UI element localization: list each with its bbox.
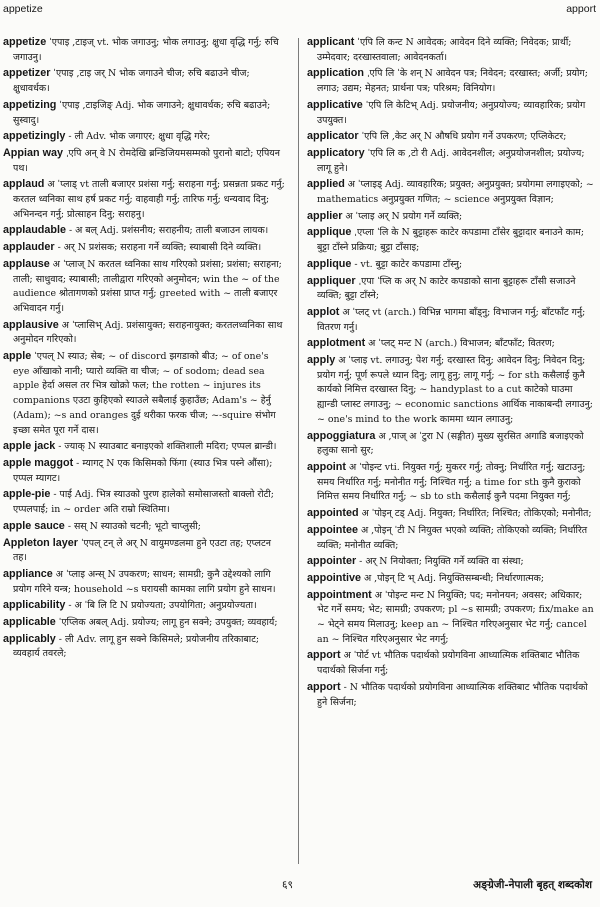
entry-apport-noun bbox=[307, 680, 595, 710]
definition: अ ˈपोइन्ट मन्ट N नियुक्ति; पद; मनोनयन; अवसर; अधिकार; भेट गर्ने समय; भेट; सामग्री; उपकरण; pl ~s सामग्री; उपकरण; fix/make an ~ भेट्ने समय मिलाउनु; keep an ~ निश्चित गरिएअनुसार भेट गर्नु; cancel an ~ निश्चित गरिएअनुसार भेट नगर्नु; bbox=[317, 589, 594, 645]
headword: appetizingly bbox=[3, 130, 66, 143]
headword: applicable bbox=[3, 616, 56, 629]
headword: application bbox=[307, 67, 364, 80]
headword: applicably bbox=[3, 632, 56, 645]
headword: applausive bbox=[3, 318, 59, 331]
definition: ˈएपाइ ,टाइज् vt. भोक जगाउनु; भोक लगाउनु; क्षुधा वृद्धि गर्नु; रुचि जगाउनु। bbox=[13, 37, 279, 63]
entry-applicative bbox=[307, 98, 595, 128]
headword: applicator bbox=[307, 130, 359, 143]
entry-applicable bbox=[3, 615, 287, 631]
entry-appointive bbox=[307, 571, 595, 587]
headword: appliquer bbox=[307, 274, 356, 287]
definition: ˈएपल् टन् ले अर् N वायुमण्डलमा हुने एउटा तह; एप्लटन तह। bbox=[13, 537, 271, 564]
definition: - म्यागट् N एक किसिमको फिंगा (स्याउ भित्र पस्ने औंसा); एप्पल म्यागट। bbox=[13, 457, 273, 484]
headword: appointment bbox=[307, 588, 372, 601]
entry-appetizingly bbox=[3, 129, 287, 145]
entry-appian-way bbox=[3, 146, 287, 176]
definition: - अ बल् Adj. प्रशंसनीय; सराहनीय; ताली बजाउन लायक। bbox=[68, 225, 269, 237]
column-divider bbox=[298, 38, 299, 864]
entry-appointed bbox=[307, 506, 595, 522]
entry-applaud bbox=[3, 177, 287, 222]
headword: appointee bbox=[307, 523, 358, 536]
entry-apply bbox=[307, 353, 595, 428]
definition: अ ˈप्लाज् N करतल ध्वनिका साथ गरिएको प्रशंसा; प्रशंसा; सराहना; ताली; साधुवाद; स्याबासी; तालीद्वारा गरिएको अनुमोदन; win the ~ of the audience श्रोतागणको प्रशंसा प्राप्त गर्नु; greeted with ~ ताली बजाएर अभिवादन गर्नु। bbox=[13, 258, 282, 314]
page-number: ६९ bbox=[282, 879, 293, 891]
definition: अ ˈप्लाइड् Adj. व्यावहारिक; प्रयुक्त; अनुप्रयुक्त; प्रयोगमा लगाइएको; ~ mathematics अनुप्रयुक्त गणित; ~ science अनुप्रयुक्त विज्ञान; bbox=[317, 179, 594, 206]
headword: applause bbox=[3, 257, 50, 270]
headword: appliance bbox=[3, 567, 53, 580]
headword: applaud bbox=[3, 178, 45, 191]
definition: अ ˈप्लाइ अन्स् N उपकरण; साधन; सामग्री; कुनै उद्देश्यको लागि प्रयोग गरिने यन्त्र; household ~s घरायसी कामका लागि प्रयोग हुने साधन। bbox=[13, 568, 276, 595]
book-title: अङ्ग्रेजी-नेपाली बृहत् शब्दकोश bbox=[473, 879, 592, 891]
headword: applicative bbox=[307, 98, 363, 111]
definition: ˈएपल् N स्याउ; सेब; ~ of discord झगडाको बीउ; ~ of one's eye आँखाको नानी; प्यारो व्यक्ति वा चीज; ~ of sodom; dead sea apple हेर्दा असल तर भित्र खोक्रो फल; the rotten ~ injures its companions एउटा कुहिएको स्याउले सबैलाई कुहाउँछ; Adam's ~ हेर्नु (Adam); ~s and oranges दुई थरीका फरक चीज; ~-squire संभोग इच्छा समेत पूरा गर्ने दास। bbox=[13, 351, 276, 436]
headword: apple-pie bbox=[3, 488, 51, 501]
definition: ˌएपा ˈप्लि क अर् N काटेर कपडाको साना बुट्टाहरू टाँसी सजाउने व्यक्ति; बुट्टा टाँस्ने; bbox=[317, 275, 576, 302]
definition: ˈएपि लि ,केट अर् N औषधि प्रयोग गर्ने उपकरण; एप्लिकेटर; bbox=[361, 131, 567, 143]
entry-applot bbox=[307, 305, 595, 335]
headword: applaudable bbox=[3, 224, 66, 237]
headword: applicatory bbox=[307, 146, 365, 159]
headword: applique bbox=[307, 257, 352, 270]
entry-appointer bbox=[307, 554, 595, 570]
definition: - अर् N नियोक्ता; नियुक्ति गर्ने व्यक्ति वा संस्था; bbox=[359, 556, 524, 568]
definition: ˌएपि लि ˈके शन् N आवेदन पत्र; निवेदन; दरखास्त; अर्जी; प्रयोग; लगाउ; उद्यम; मेहनत; प्रार्थना पत्र; परिश्रम; विनियोग। bbox=[317, 68, 588, 95]
definition: ˈएपि लि कन्ट N आवेदक; आवेदन दिने व्यक्ति; निवेदक; प्रार्थी; उम्मेदवार; दरखास्तवाला; आवेदनकर्ता। bbox=[317, 37, 572, 63]
entry-apport-verb bbox=[307, 648, 595, 678]
headword: applique bbox=[307, 226, 352, 239]
headword: appetizing bbox=[3, 98, 57, 111]
entry-appointment bbox=[307, 588, 595, 648]
entry-applause bbox=[3, 257, 287, 317]
definition: अ ˈप्लट् vt (arch.) विभिन्न भागमा बाँड्नु; विभाजन गर्नु; बाँटफाँट गर्नु; वितरण गर्नु। bbox=[317, 306, 586, 333]
entry-appoint bbox=[307, 460, 595, 505]
definition: अ ˈप्लासिभ् Adj. प्रशंसायुक्त; सराहनायुक्त; करतलध्वनिका साथ अनुमोदन गरिएको। bbox=[13, 319, 283, 346]
entry-apple-pie bbox=[3, 487, 287, 517]
entry-applauder bbox=[3, 240, 287, 256]
headword: appetize bbox=[3, 36, 47, 48]
headword: apple sauce bbox=[3, 519, 65, 532]
definition: ˈएपाइ ,टाइ जर् N भोक जगाउने चीज; रुचि बढाउने चीज; क्षुधावर्धक। bbox=[13, 68, 250, 95]
entry-applique-noun bbox=[307, 225, 595, 255]
entry-applaudable bbox=[3, 223, 287, 239]
definition: - N भौतिक पदार्थको प्रयोगविना आध्यात्मिक शक्तिबाट भौतिक पदार्थको हुने सिर्जना; bbox=[317, 681, 588, 708]
headword: applotment bbox=[307, 337, 366, 350]
entry-applicatory bbox=[307, 146, 595, 176]
entry-appointee bbox=[307, 523, 595, 553]
headword: applot bbox=[307, 305, 340, 318]
entry-applicability bbox=[3, 598, 287, 614]
definition: अ ,पाज् अ ˈटुरा N (सङ्गीत) मुख्य सुरसित अगाडि बजाइएको हलुका सानो सुर; bbox=[317, 430, 584, 457]
headword: appoint bbox=[307, 460, 346, 473]
headword: applier bbox=[307, 209, 343, 222]
definition: अ ˈप्लाड् vt ताली बजाएर प्रशंसा गर्नु; सराहना गर्नु; प्रसन्नता प्रकट गर्नु; करतल ध्वनिका साथ हर्ष प्रकट गर्नु; वाहवाही गर्नु; तारिफ गर्नु; धन्यवाद दिनु; अभिनन्दन गर्नु; प्रोत्साहन दिनु; सराहनु। bbox=[13, 179, 285, 220]
definition: - vt. बुट्टा काटेर कपडामा टाँस्नु; bbox=[354, 258, 463, 270]
entry-apple-sauce bbox=[3, 519, 287, 535]
definition: - अर् N प्रशंसक; सराहना गर्ने व्यक्ति; स्याबासी दिने व्यक्ति। bbox=[57, 242, 262, 254]
headword: appoggiatura bbox=[307, 429, 376, 442]
entry-appoggiatura bbox=[307, 429, 595, 459]
left-guide-word: appetize bbox=[3, 3, 43, 15]
definition: - सस् N स्याउको चटनी; भूटो चाप्लुसी; bbox=[67, 520, 201, 532]
entry-applotment bbox=[307, 336, 595, 352]
entry-applausive bbox=[3, 318, 287, 348]
entry-appetize bbox=[3, 35, 287, 65]
definition: ˌएपि अन् वे N रोमदेखि ब्रन्डिजियमसम्मको पुरानो बाटो; एपियन पथ। bbox=[13, 147, 280, 174]
entry-appleton-layer bbox=[3, 536, 287, 566]
entry-applier bbox=[307, 209, 595, 225]
entry-apple bbox=[3, 349, 287, 438]
definition: - पाई Adj. भित्र स्याउको पुरण हालेको समोसाजस्तो बाक्लो रोटी; एप्पलपाई; in ~ order अति राम्रो स्थितिमा। bbox=[13, 489, 274, 516]
entry-applicator bbox=[307, 129, 595, 145]
entry-applicant bbox=[307, 35, 595, 65]
headword: apple jack bbox=[3, 440, 56, 453]
definition: अ ˈपोइन् टड् Adj. नियुक्त; निर्धारित; निश्चित; तोकिएको; मनोनीत; bbox=[361, 508, 592, 520]
headword: appointer bbox=[307, 555, 357, 568]
entry-appliance bbox=[3, 567, 287, 597]
headword: applicability bbox=[3, 599, 66, 612]
entry-apple-jack bbox=[3, 439, 287, 455]
entry-appetizer bbox=[3, 66, 287, 96]
definition: अ ,पोइन् ˈटी N नियुक्त भएको व्यक्ति; तोकिएको व्यक्ति; निर्धारित व्यक्ति; मनोनीत व्यक्ति; bbox=[317, 524, 588, 551]
headword: apport bbox=[307, 649, 341, 662]
headword: appointed bbox=[307, 507, 359, 520]
headword: appetizer bbox=[3, 67, 51, 80]
definition: अ ,पोइन् टि भ् Adj. नियुक्तिसम्बन्धी; निर्धारणात्मक; bbox=[363, 572, 544, 584]
entry-applique-verb bbox=[307, 257, 595, 273]
headword: apply bbox=[307, 354, 336, 367]
headword: apple maggot bbox=[3, 456, 74, 469]
headword: apport bbox=[307, 680, 341, 693]
entry-applied bbox=[307, 177, 595, 207]
definition: - अ ˈबि लि टि N प्रयोज्यता; उपयोगिता; अनुप्रयोज्यता। bbox=[68, 600, 257, 612]
definition: अ ˈप्लाइ अर् N प्रयोग गर्ने व्यक्ति; bbox=[345, 210, 463, 222]
definition: ˈएप्लिक अबल् Adj. प्रयोज्य; लागू हुन सक्ने; उपयुक्त; व्यवहार्य; bbox=[58, 617, 278, 629]
right-column bbox=[307, 35, 595, 870]
definition: - ज्याक् N स्याउबाट बनाइएको शक्तिशाली मदिरा; एप्पल ब्रान्डी। bbox=[58, 441, 277, 453]
entry-appetizing bbox=[3, 98, 287, 128]
definition: - ली Adv. लागू हुन सक्ने किसिमले; प्रयोजनीय तरिकाबाट; व्यवहार्य तवरले; bbox=[13, 633, 260, 660]
entry-apple-maggot bbox=[3, 456, 287, 486]
definition: ˌएप्ला ˈलि के N बुट्टाहरू काटेर कपडामा टाँसेर बुट्टादार बनाउने काम; बुट्टा टाँस्ने प्रक्रिया; बुट्टा टाँसाइ; bbox=[317, 227, 585, 254]
entry-appliquer bbox=[307, 274, 595, 304]
entry-application bbox=[307, 66, 595, 96]
definition: ˈएपि लि क ,टो री Adj. आवेदनशील; अनुप्रयोजनशील; प्रयोज्य; लागू हुने। bbox=[317, 147, 585, 174]
definition: अ ˈपोर्ट vt भौतिक पदार्थको प्रयोगविना आध्यात्मिक शक्तिबाट भौतिक पदार्थको सिर्जना गर्नु; bbox=[317, 650, 580, 677]
headword: Appian way bbox=[3, 146, 63, 159]
headword: applicant bbox=[307, 36, 355, 48]
headword: appointive bbox=[307, 571, 361, 584]
definition: अ ˈप्लट् मन्ट N (arch.) विभाजन; बाँटफाँट; वितरण; bbox=[368, 338, 555, 350]
definition: ˈएपाइ ,टाइजिङ् Adj. भोक जगाउने; क्षुधावर्धक; रुचि बढाउने; सुस्वादु। bbox=[13, 99, 271, 126]
headword: applauder bbox=[3, 241, 55, 254]
definition: अ ˈप्लाइ vt. लगाउनु; पेश गर्नु; दरखास्त दिनु; आवेदन दिनु; निवेदन दिनु; प्रयोग गर्नु; पूर्ण रूपले ध्यान दिनु; लागू हुनु; लागू गर्नु; ~ for sth कसैलाई कुनै कार्यको निमित्त दरखास्त दिनु; ~ handyplast to a cut काटेको घाउमा ह्यान्डी प्लास्ट लगाउनु; ~ economic sanctions आर्थिक नाकाबन्दी लगाउनु; ~ one's mind to the work काममा ध्यान लगाउनु; bbox=[317, 355, 593, 425]
definition: - ली Adv. भोक जगाएर; क्षुधा वृद्धि गरेर; bbox=[68, 131, 211, 143]
left-column bbox=[3, 35, 287, 870]
headword: applied bbox=[307, 178, 345, 191]
headword: Appleton layer bbox=[3, 536, 78, 549]
definition: ˈएपि लि केटिभ् Adj. प्रयोजनीय; अनुप्रयोज्य; व्यावहारिक; प्रयोग उपयुक्त। bbox=[317, 99, 586, 126]
headword: apple bbox=[3, 350, 32, 363]
right-guide-word: apport bbox=[566, 3, 596, 15]
entry-applicably bbox=[3, 632, 287, 662]
definition: अ ˈपोइन्ट vti. नियुक्त गर्नु; मुकरर गर्नु; तोक्नु; निर्धारित गर्नु; खटाउनु; समय निर्धारित गर्नु; मनोनीत गर्नु; निश्चित गर्नु; a time for sth कुनै कुराको निमित्त समय निर्धारित गर्नु; ~ sb to sth कसैलाई कुनै पदमा नियुक्त गर्नु; bbox=[317, 461, 586, 503]
